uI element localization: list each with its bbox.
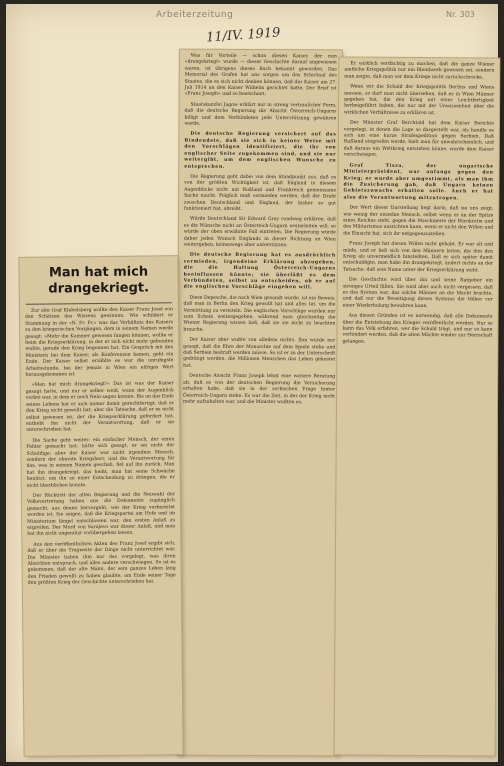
paragraph: Der Minister Graf Berchtold hat dem Kaiser Berichte vorgelegt, in denen die Lage so dargestellt war, als handle es sich um eine kurze Strafexpedition gegen Serbien. Daß Rußland eingreifen werde, hielt man für unwahrscheinlich, und daß daraus ein Weltkrieg entstehen könne, wurde dem Kaiser verschwiegen. bbox=[343, 120, 494, 158]
clipping-left bbox=[19, 256, 182, 756]
article-headline: Man hat mich drangekriegt. bbox=[48, 264, 150, 297]
newspaper-stamp: Arbeiterzeitung bbox=[156, 10, 234, 20]
paragraph: Die Sache geht weiter: ein einfacher Mensch, der einen Fehler gemacht hat, hätte sich gesagt, er sei nicht der Schuldige; aber der Kaiser war nicht irgendein Mensch, sondern der oberste Kriegsherr, und die Verantwortung für das, was in seinem Namen geschah, fiel auf ihn zurück. Man hat ihn drangekriegt, das heißt, man hat seine Schwäche benützt, um ihn zu einer Entscheidung zu drängen, die er nicht überblicken konnte. bbox=[26, 436, 175, 489]
clipping-right bbox=[335, 57, 500, 755]
paragraph: Wenn wir die Schuld der Kriegspolitik Berlins und Wiens messen, so darf man nicht übersehen, daß es in Wien Männer gegeben hat, die den Krieg mit einer Leichtfertigkeit herbeigeführt haben, die nur mit der Unwissenheit über die wirklichen Verhältnisse zu erklären ist. bbox=[344, 84, 495, 116]
paragraph: Graf Tisza, der ungarische Ministerpräsident, war anfangs gegen den Krieg; er wurde aber umgestimmt, als man ihm die Zusicherung gab, daß Ungarn keinen Gebietszuwachs erhalten solle. Auch er hat also die Verantwortung mitzutragen. bbox=[343, 163, 494, 202]
paragraph: Aus diesen Gründen ist es notwendig, daß alle Dokumente über die Entstehung des Krieges veröffentlicht werden. Nur so kann das Volk erfahren, wer die Schuld trägt, und nur so kann verhindert werden, daß die alten Mächte wieder zur Herrschaft gelangen. bbox=[342, 313, 493, 345]
paragraph: Die deutsche Regierung hat es ausdrücklich vermieden, irgendeine Erklärung abzugeben, die die Haltung Österreich-Ungarns beeinflussen könnte; sie überläßt es dem Verbündeten, selbst zu entscheiden, ob er auf die englischen Vorschläge eingehen will. bbox=[183, 253, 336, 291]
paragraph: Die Geschichte wird über ihn und seine Ratgeber ein strenges Urteil fällen. Sie wird aber auch nicht vergessen, daß es das System war, das solche Männer an die Macht brachte, und daß nur die Beseitigung dieses Systems die Völker vor einer Wiederholung bewahren kann. bbox=[342, 277, 493, 309]
paragraph: Deutsche Ansicht Franz Joseph lehnt eine weitere Beratung ab, daß es von der deutschen Regierung die Versicherung erhalten habe, daß sie in der serbischen Frage hinter Österreich-Ungarn stehe. Es war die Zeit, in der der Krieg nicht mehr aufzuhalten war, und die Minister wußten es. bbox=[182, 373, 336, 406]
paragraph: Staatskanzlei Jagow erklärt mir in streng vertraulicher Form, daß die deutsche Regierung die Absicht Österreich-Ungarns billigt und dem Verbündeten jede Unterstützung gewähren werde. bbox=[184, 102, 337, 127]
paragraph: Franz Joseph hat diesen Willen nicht gehabt. Er war alt und müde, und er ließ sich von den Männern leiten, die ihm den Krieg als unvermeidlich hinstellten. Daß er sich später damit entschuldigte, man habe ihn drangekriegt, ändert nichts an der Tatsache, daß sein Name unter der Kriegserklärung steht. bbox=[342, 241, 494, 274]
paragraph: Würde Deutschland Sir Edward Grey rundweg erklären, daß es die Wünsche nicht an Österreich-Ungarn weiterleiten will, so würde der oben erwähnte Fall eintreten. Die Regierung würde daher jeden Wunsch Englands in dieser Richtung an Wien weitergeben, keineswegs aber unterstützen. bbox=[183, 216, 336, 249]
paragraph: Die deutsche Regierung versichert auf das Bindendste, daß sie sich in keiner Weise mit den Vorschlägen identifiziert, die ihr von englischer Seite zugekommen sind, und sie nur weitergibt, um dem englischen Wunsche zu entsprechen. bbox=[184, 132, 337, 170]
paragraph: Was für Vorteile — schon diesen Kaiser, der nun »drangekriegt« wurde — dieser Geschichte darauf angewiesen waren, ist übrigens dieses Buch bekannt geworden. Das Memorial des Grafen hat uns sorgen um das Schicksal des Staates, die es sich nicht denken können, daß der Kaiser am 27. Juli 1914 an den Kaiser Wilhelm gerichtet hatte. Der Brief ist »Franz Joseph« und so bezeichnet. bbox=[184, 53, 337, 98]
handwritten-date: 11/IV. 1919 bbox=[205, 25, 281, 46]
headline-rule bbox=[26, 302, 172, 305]
paragraph: Er wirklich verdächtig zu machen, daß die ganze Wiener amtliche Kriegspolitik nur ein Blendwerk gewesen sei, sondern man zeigte, daß man vor dem Kriege nicht zurückschrecke. bbox=[344, 61, 495, 81]
paragraph: Der Rücktritt der alten Regierung und die Neuwahl der Volksvertretung haben uns die Dokumente zugänglich gemacht, aus denen hervorgeht, wie der Krieg vorbereitet worden ist. Sie zeigen, daß die Kriegspartei am Hofe und im Ministerium längst entschlossen war, den ersten Anlaß zu ergreifen. Der Mord von Sarajevo war dieser Anlaß, und man hat ihn nicht ungenützt vorübergehen lassen. bbox=[26, 492, 176, 538]
page-number: Nr. 303 bbox=[446, 10, 475, 19]
clipping-middle bbox=[176, 50, 342, 756]
paragraph: Der Kaiser aber wußte von alledem nichts. Ihm wurde nur gesagt, daß die Ehre der Monarchie auf dem Spiele stehe und daß Serbien bestraft werden müsse. So ist er zu der Unterschrift gedrängt worden, die Millionen Menschen das Leben gekostet hat. bbox=[183, 337, 336, 369]
paragraph: Aus den veröffentlichten Akten des Franz Josef ergibt sich, daß er über die Tragweite der Dinge nicht unterrichtet war. Die Minister haben ihm nur das vorgelegt, was ihren Absichten entsprach, und alles andere verschwiegen. So ist es gekommen, daß der alte Mann, der sein ganzes Leben lang den Frieden gewollt zu haben glaubte, am Ende seiner Tage den größten Krieg der Geschichte unterschrieben hat. bbox=[27, 541, 176, 587]
paragraph: Die Regierung geht dabei von dem Standpunkt aus, daß es von der größten Wichtigkeit ist, daß England in diesem Augenblicke nicht mit Rußland und Frankreich gemeinsame Sache macht. Folglich muß vermieden werden, daß der Draht zwischen Deutschland und England, der bisher so gut funktioniert hat, abreißt. bbox=[183, 174, 337, 212]
paragraph: Der Wert dieser Darstellung liegt darin, daß sie uns zeigt, wie wenig der einzelne Mensch, selbst wenn er an der Spitze eines Reiches steht, gegen die Maschinerie der Bürokratie und des Militarismus ausrichten kann, wenn er nicht den Willen und die Einsicht hat, sich ihr entgegenzustellen. bbox=[343, 205, 494, 237]
paragraph: Diese Depesche, die nach Wien gesandt wurde, ist ein Beweis, daß man in Berlin den Krieg gewollt hat und alles tat, um die Vermittlung zu vereiteln. Die englischen Vorschläge wurden nur zum Schein weitergegeben, während man gleichzeitig die Wiener Regierung wissen ließ, daß sie sie nicht zu beachten brauche. bbox=[183, 295, 336, 333]
paragraph: »Man hat mich drangekriegt!« Das ist was der Kaiser gesagt hatte, und nur er selber weiß, wann der Augenblick vorbei war, in dem er noch Nein sagen konnte. Bis an das Ende seines Lebens hat er sich immer damit gerechtfertigt, daß er den Krieg nicht gewollt hat; aber die Tatsache, daß er es nicht selbst gewesen ist, der die Kriegserklärung gefordert hat, enthebt ihn nicht der Verantwortung, daß er sie unterschrieben hat. bbox=[25, 381, 175, 434]
paragraph: Zur alte Graf Klebelsberg wollte den Kaiser Franz Josef von den Schätzen des Wissens gewinnen. Wie schildert er Stammung in der »N. Fr. Pr.« was das Verhältnis des Kaisers zu den kriegerischen Vorgängen, dem in seinem Namen werde gesagt: »Mehr die Kammer gewesen fangen können, wollte er beim die Kriegserklärung, in der er sich nicht mehr gebunden wußte, gerade den Krieg begonnen hat. Ein Gespräch mit den Ministern bei dem Kaiser, als Konferenzen kamen, geht ein Ende. Der Kaiser selbst erzählte es war die unruhigste Arbeitsstunde, bei der jemals in Wien ein eifriges Wort herausgekommen ist. bbox=[24, 307, 174, 378]
